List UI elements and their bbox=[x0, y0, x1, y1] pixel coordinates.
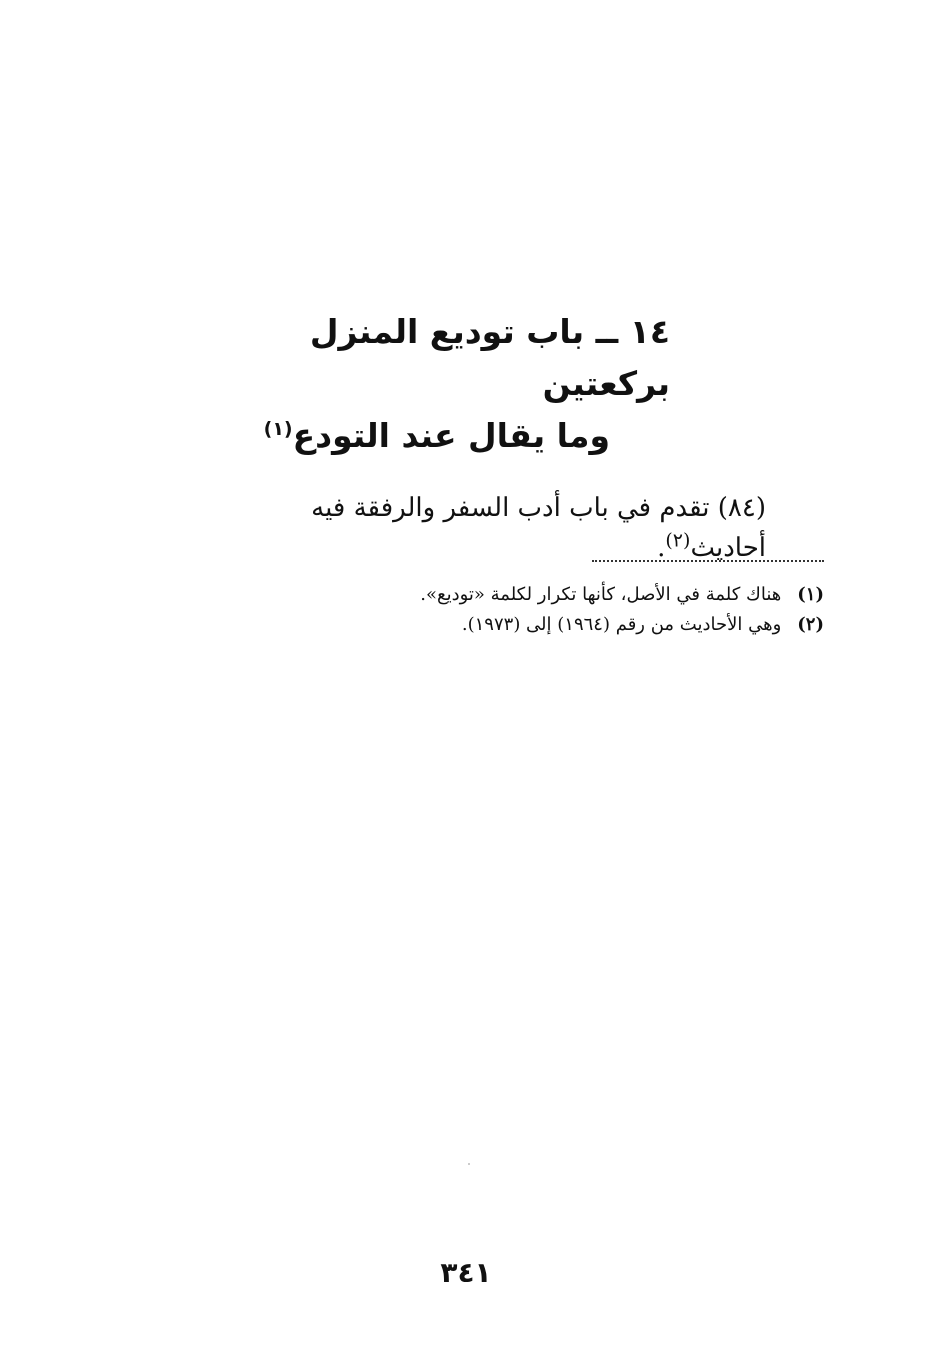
footnotes-section bbox=[300, 580, 824, 640]
footnote-1 bbox=[300, 580, 824, 610]
scan-speck bbox=[468, 1163, 470, 1165]
hadith-entry-end-punct: . bbox=[657, 533, 666, 563]
footnote-separator bbox=[592, 548, 824, 562]
footnote-1-number: (١) bbox=[797, 584, 824, 605]
page-number: ٣٤١ bbox=[440, 1256, 492, 1289]
chapter-title-line2-text: وما يقال عند التودع bbox=[292, 416, 610, 455]
footnote-marker-1: (١) bbox=[263, 418, 293, 440]
footnote-2 bbox=[300, 610, 824, 640]
footnote-2-text: وهي الأحاديث من رقم (١٩٦٤) إلى (١٩٧٣). bbox=[461, 614, 782, 635]
footnote-2-number: (٢) bbox=[797, 614, 824, 635]
hadith-entry-text: (٨٤) تقدم في باب أدب السفر والرفقة فيه أحاديث bbox=[311, 493, 766, 563]
chapter-heading bbox=[200, 306, 670, 462]
chapter-title-line1: ١٤ ــ باب توديع المنزل بركعتين bbox=[309, 312, 670, 403]
footnote-marker-2: (٢) bbox=[665, 529, 691, 552]
footnote-1-text: هناك كلمة في الأصل، كأنها تكرار لكلمة «توديع». bbox=[420, 584, 782, 605]
chapter-title-line2 bbox=[200, 410, 670, 462]
